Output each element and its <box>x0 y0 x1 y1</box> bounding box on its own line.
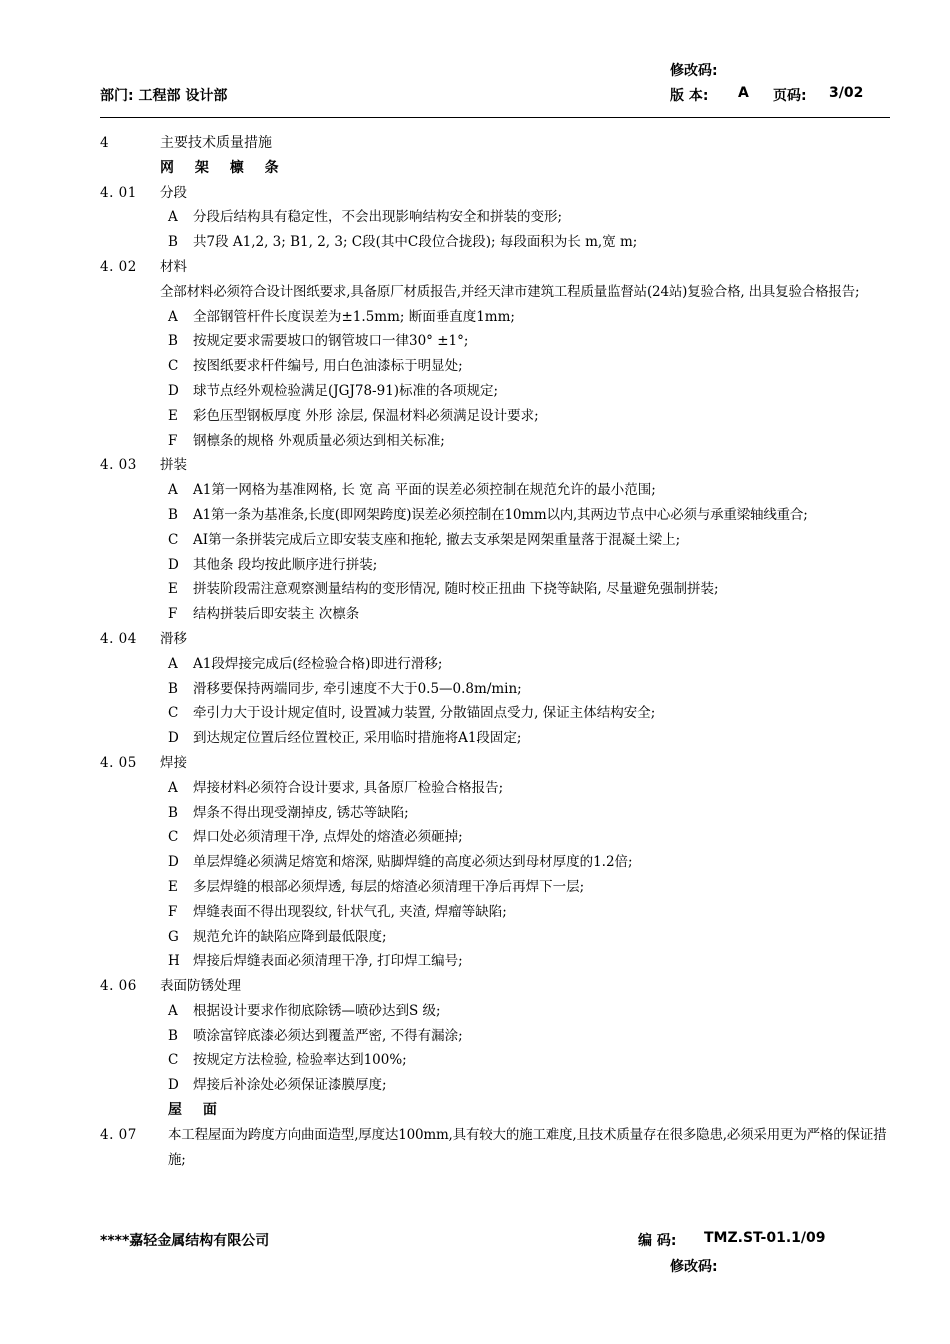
item-text: 全部钢管杆件长度误差为±1.5mm; 断面垂直度1mm; <box>193 308 515 325</box>
subsection-heading <box>100 453 890 478</box>
subsection-title: 表面防锈处理 <box>160 978 241 995</box>
list-item <box>100 429 890 454</box>
subsection-4-07 <box>100 1123 890 1173</box>
list-item <box>100 701 890 726</box>
item-text: 焊口处必须清理干净, 点焊处的熔渣必须砸掉; <box>193 829 463 846</box>
item-text: A1段焊接完成后(经检验合格)即进行滑移; <box>193 655 443 672</box>
item-text: 结构拼装后即安装主 次檩条 <box>193 606 360 623</box>
item-text: 分段后结构具有稳定性，不会出现影响结构安全和拼装的变形; <box>193 209 563 226</box>
item-letter: F <box>168 606 178 623</box>
item-text: 按图纸要求杆件编号, 用白色油漆标于明显处; <box>193 358 463 375</box>
item-text: 焊接材料必须符合设计要求, 具备原厂检验合格报告; <box>193 779 504 796</box>
item-letter: C <box>168 705 179 722</box>
item-letter: F <box>168 903 178 920</box>
item-letter: B <box>168 506 178 523</box>
item-text: 规范允许的缺陷应降到最低限度; <box>193 928 387 945</box>
item-text: 钢檩条的规格 外观质量必须达到相关标准; <box>193 432 445 449</box>
item-text: A1第一条为基准条,长度(即网架跨度)误差必须控制在10mm以内,其两边节点中心必须与承重梁轴线重合; <box>193 506 808 523</box>
list-item <box>100 949 890 974</box>
item-letter: E <box>168 407 178 424</box>
subsection-title: 分段 <box>160 184 187 201</box>
list-item <box>100 553 890 578</box>
item-text: 滑移要保持两端同步, 牵引速度不大于0.5—0.8m/min; <box>193 680 522 697</box>
item-text: A1第一网格为基准网格, 长 宽 高 平面的误差必须控制在规范允许的最小范围; <box>193 482 656 499</box>
subsection-title: 拼装 <box>160 457 187 474</box>
footer-code-label: 编 码: <box>638 1233 677 1249</box>
list-item <box>100 305 890 330</box>
item-text: 其他条 段均按此顺序进行拼装; <box>193 556 378 573</box>
list-item <box>100 801 890 826</box>
item-letter: A <box>168 779 178 796</box>
header-version-label: 版 本: <box>670 88 709 104</box>
header-rule <box>100 117 890 118</box>
list-item <box>100 329 890 354</box>
item-letter: B <box>168 680 178 697</box>
list-item <box>100 1024 890 1049</box>
item-text: 焊条不得出现受潮掉皮, 锈芯等缺陷; <box>193 804 409 821</box>
subtitle-roof-row <box>100 1098 890 1123</box>
item-text: 拼装阶段需注意观察测量结构的变形情况, 随时校正扭曲 下挠等缺陷, 尽量避免强制拼装; <box>193 581 719 598</box>
list-item <box>100 404 890 429</box>
list-item <box>100 379 890 404</box>
item-letter: C <box>168 829 179 846</box>
item-letter: D <box>168 382 179 399</box>
item-letter: B <box>168 333 178 350</box>
list-item <box>100 478 890 503</box>
subsection-number: 4. 03 <box>100 457 137 474</box>
item-text: 到达规定位置后经位置校正, 采用临时措施将A1段固定; <box>193 730 522 747</box>
section-heading <box>100 131 890 156</box>
list-item <box>100 354 890 379</box>
list-item <box>100 776 890 801</box>
item-letter: G <box>168 928 179 945</box>
list-item <box>100 205 890 230</box>
subtitle-roof: 屋 面 <box>168 1102 225 1119</box>
item-text: 焊接后补涂处必须保证漆膜厚度; <box>193 1077 387 1094</box>
item-letter: E <box>168 878 178 895</box>
subsection-heading <box>100 974 890 999</box>
list-item <box>100 1048 890 1073</box>
subsection-number: 4. 04 <box>100 630 137 647</box>
item-letter: A <box>168 1002 178 1019</box>
list-item <box>100 999 890 1024</box>
item-letter: B <box>168 804 178 821</box>
list-item <box>100 652 890 677</box>
subsection-number: 4. 07 <box>100 1126 137 1143</box>
item-letter: D <box>168 854 179 871</box>
item-text: AI第一条拼装完成后立即安装支座和拖轮, 撤去支承架是网架重量落于混凝土梁上; <box>193 531 681 548</box>
subtitle-grid: 网 架 檩 条 <box>160 159 287 176</box>
footer-company: ****嘉轻金属结构有限公司 <box>100 1233 270 1249</box>
list-item <box>100 1073 890 1098</box>
item-text: 喷涂富锌底漆必须达到覆盖严密, 不得有漏涂; <box>193 1027 463 1044</box>
section-title: 主要技术质量措施 <box>160 135 272 151</box>
list-item <box>100 900 890 925</box>
list-item <box>100 825 890 850</box>
item-text: 按规定方法检验, 检验率达到100%; <box>193 1052 407 1069</box>
section-number: 4 <box>100 135 110 151</box>
subsection-title: 滑移 <box>160 630 187 647</box>
list-item <box>100 925 890 950</box>
list-item <box>100 677 890 702</box>
paragraph: 本工程屋面为跨度方向曲面造型,厚度达100mm,具有较大的施工难度,且技术质量存在很多隐患,必须采用更为严格的保证措施; <box>168 1126 887 1168</box>
header-page-value: 3/02 <box>829 85 864 101</box>
item-text: 焊缝表面不得出现裂纹, 针状气孔, 夹渣, 焊瘤等缺陷; <box>193 903 507 920</box>
subsection-number: 4. 01 <box>100 184 137 201</box>
item-text: 按规定要求需要坡口的钢管坡口一律30° ±1°; <box>193 333 469 350</box>
header-page-label: 页码: <box>773 88 807 104</box>
list-item <box>100 577 890 602</box>
list-item <box>100 726 890 751</box>
item-letter: E <box>168 581 178 598</box>
list-item <box>100 528 890 553</box>
item-letter: F <box>168 432 178 449</box>
document-body <box>100 131 890 1172</box>
list-item <box>100 875 890 900</box>
header-revision-label: 修改码: <box>670 63 718 79</box>
item-letter: A <box>168 209 178 226</box>
item-letter: A <box>168 655 178 672</box>
footer-code-value: TMZ.ST-01.1/09 <box>704 1230 826 1246</box>
item-text: 共7段 A1,2, 3; B1, 2, 3; C段(其中C段位合拢段); 每段面积为长 m,宽 m; <box>193 234 638 251</box>
subsection-number: 4. 02 <box>100 258 137 275</box>
subsection-title: 焊接 <box>160 754 187 771</box>
item-letter: A <box>168 308 178 325</box>
item-letter: B <box>168 234 178 251</box>
subsection-heading <box>100 627 890 652</box>
subtitle-grid-row <box>100 156 890 181</box>
subsection-number: 4. 05 <box>100 754 137 771</box>
subsection-number: 4. 06 <box>100 978 137 995</box>
item-letter: B <box>168 1027 178 1044</box>
item-letter: C <box>168 1052 179 1069</box>
list-item <box>100 230 890 255</box>
list-item <box>100 503 890 528</box>
item-text: 单层焊缝必须满足熔宽和熔深, 贴脚焊缝的高度必须达到母材厚度的1.2倍; <box>193 854 633 871</box>
footer-revision-label: 修改码: <box>670 1259 718 1275</box>
item-text: 牵引力大于设计规定值时, 设置减力装置, 分散锚固点受力, 保证主体结构安全; <box>193 705 656 722</box>
item-letter: H <box>168 953 180 970</box>
paragraph: 全部材料必须符合设计图纸要求,具备原厂材质报告,并经天津市建筑工程质量监督站(24站)复验合格, 出具复验合格报告; <box>160 283 860 300</box>
item-letter: D <box>168 1077 179 1094</box>
item-text: 球节点经外观检验满足(JGJ78-91)标准的各项规定; <box>193 382 499 399</box>
item-text: 焊接后焊缝表面必须清理干净, 打印焊工编号; <box>193 953 463 970</box>
item-text: 彩色压型钢板厚度 外形 涂层, 保温材料必须满足设计要求; <box>193 407 539 424</box>
list-item <box>100 602 890 627</box>
item-letter: D <box>168 556 179 573</box>
subsection-heading <box>100 751 890 776</box>
list-item <box>100 850 890 875</box>
item-letter: D <box>168 730 179 747</box>
subsection-heading <box>100 255 890 280</box>
item-letter: C <box>168 358 179 375</box>
header-department: 部门: 工程部 设计部 <box>100 88 228 104</box>
subsection-heading <box>100 181 890 206</box>
item-text: 根据设计要求作彻底除锈—喷砂达到S 级; <box>193 1002 441 1019</box>
item-text: 多层焊缝的根部必须焊透, 每层的熔渣必须清理干净后再焊下一层; <box>193 878 585 895</box>
subsection-title: 材料 <box>160 258 187 275</box>
item-letter: A <box>168 482 178 499</box>
item-letter: C <box>168 531 179 548</box>
header-version-value: A <box>738 85 749 101</box>
